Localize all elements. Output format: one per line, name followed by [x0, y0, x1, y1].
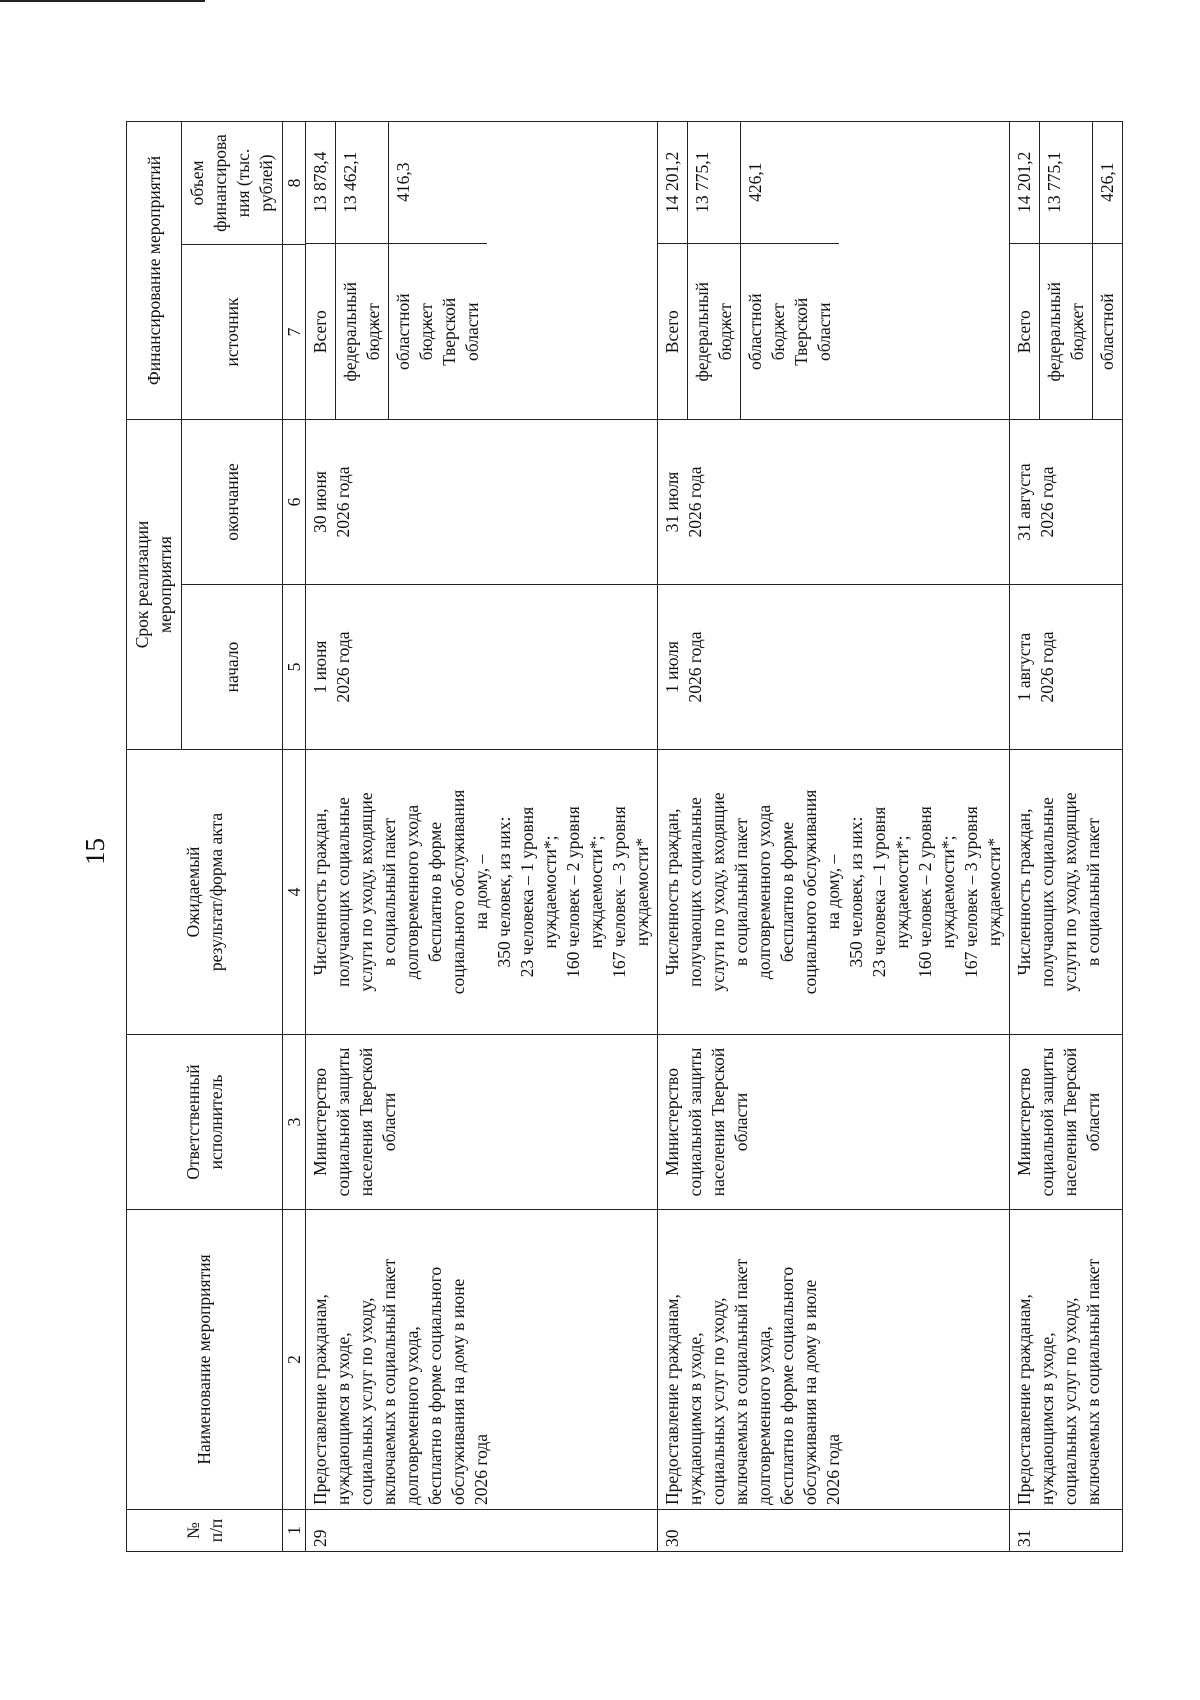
row-number: 31 — [1010, 1510, 1123, 1552]
col-number: 6 — [283, 419, 306, 584]
financing-source: областной бюджет Тверской области — [389, 244, 488, 419]
financing-amount: 13 775,1 — [688, 121, 741, 244]
financing-amount: 13 878,4 — [306, 121, 336, 244]
start-date: 1 июля 2026 года — [658, 585, 1010, 750]
financing-row — [688, 121, 741, 419]
start-date: 1 июня 2026 года — [306, 585, 658, 750]
table-row — [306, 121, 658, 1551]
col-number: 1 — [283, 1510, 306, 1552]
expected-result: Численность граждан, получающих социальные услуги по уходу, входящие в социальный пакет долговременного ухода бесплатно в форме социального обслуживания на дому, – 350 человек, из них: 23 человека – 1 уровня нуждаемости*; 160 человек – 2 уровня нуждаемости*; 167 человек – 3 уровня нуждаемости* — [306, 750, 658, 1035]
responsible-executor: Министерство социальной защиты населения Тверской области — [1010, 1035, 1123, 1210]
financing-cell — [1010, 121, 1123, 419]
financing-amount: 14 201,2 — [658, 121, 688, 244]
financing-row — [336, 121, 389, 419]
financing-source: Всего — [306, 244, 336, 419]
financing-source: Всего — [658, 244, 688, 419]
financing-amount: 416,3 — [393, 162, 413, 202]
financing-table — [658, 121, 839, 419]
header-volume: объем финансирова ния (тыс. рублей) — [182, 121, 283, 244]
financing-row — [306, 121, 336, 419]
expected-result: Численность граждан, получающих социальные услуги по уходу, входящие в социальный пакет долговременного ухода бесплатно в форме социального обслуживания на дому, – 350 человек, из них: 23 человека – 1 уровня нуждаемости*; 160 человек – 2 уровня нуждаемости*; 167 человек – 3 уровня нуждаемости* — [658, 750, 1010, 1035]
header-executor: Ответственный исполнитель — [127, 1035, 283, 1210]
col-number: 4 — [283, 750, 306, 1035]
table-row — [1010, 121, 1123, 1551]
financing-row — [389, 121, 488, 419]
column-number-row — [283, 121, 306, 1551]
end-date: 31 августа 2026 года — [1010, 419, 1123, 584]
col-number: 7 — [283, 244, 306, 419]
header-financing: Финансирование мероприятий — [127, 121, 182, 419]
top-rule — [0, 0, 205, 2]
col-number: 2 — [283, 1210, 306, 1510]
financing-row — [1040, 121, 1093, 419]
financing-source: Всего — [1010, 244, 1040, 419]
col-number: 8 — [283, 121, 306, 244]
financing-row — [741, 121, 840, 419]
page-number: 15 — [80, 838, 110, 865]
col-number: 5 — [283, 585, 306, 750]
financing-row — [658, 121, 688, 419]
header-name: Наименование мероприятия — [127, 1210, 283, 1510]
financing-source: областной — [1093, 244, 1123, 419]
financing-amount: 14 201,2 — [1010, 121, 1040, 244]
header-period: Срок реализации мероприятия — [127, 419, 182, 749]
financing-amount: 13 462,1 — [336, 121, 389, 244]
activity-name: Предоставление гражданам, нуждающимся в уходе, социальных услуг по уходу, включаемых в социальный пакет долговременного ухода, бесплатно в форме социального обслуживания на дому в июне 2026 года — [306, 1210, 658, 1510]
financing-cell — [306, 121, 658, 419]
activity-name: Предоставление гражданам, нуждающимся в уходе, социальных услуг по уходу, включаемых в социальный пакет — [1010, 1210, 1123, 1510]
table-row — [658, 121, 1010, 1551]
financing-table — [1010, 121, 1122, 419]
header-result: Ожидаемый результат/форма акта — [127, 750, 283, 1035]
financing-amount: 426,1 — [745, 162, 765, 202]
header-num: № п/п — [127, 1510, 283, 1552]
responsible-executor: Министерство социальной защиты населения Тверской области — [658, 1035, 1010, 1210]
financing-source: федеральный бюджет — [336, 244, 389, 419]
financing-source: федеральный бюджет — [688, 244, 741, 419]
header-source: источник — [182, 244, 283, 419]
row-number: 30 — [658, 1510, 1010, 1552]
expected-result: Численность граждан, получающих социальные услуги по уходу, входящие в социальный пакет — [1010, 750, 1123, 1035]
row-number: 29 — [306, 1510, 658, 1552]
financing-row — [1010, 121, 1040, 419]
financing-table — [306, 121, 487, 419]
header-row-1 — [127, 121, 182, 1551]
activity-name: Предоставление гражданам, нуждающимся в уходе, социальных услуг по уходу, включаемых в социальный пакет долговременного ухода, бесплатно в форме социального обслуживания на дому в июле 2026 года — [658, 1210, 1010, 1510]
activities-table — [126, 121, 1123, 1552]
col-number: 3 — [283, 1035, 306, 1210]
header-start: начало — [182, 585, 283, 750]
header-end: окончание — [182, 419, 283, 584]
financing-amount: 426,1 — [1097, 162, 1117, 202]
responsible-executor: Министерство социальной защиты населения Тверской области — [306, 1035, 658, 1210]
financing-source: федеральный бюджет — [1040, 244, 1093, 419]
rotated-table-container — [126, 122, 1117, 1552]
financing-row — [1093, 121, 1123, 419]
financing-cell — [658, 121, 1010, 419]
financing-source: областной бюджет Тверской области — [741, 244, 840, 419]
start-date: 1 августа 2026 года — [1010, 585, 1123, 750]
end-date: 30 июня 2026 года — [306, 419, 658, 584]
financing-amount: 13 775,1 — [1040, 121, 1093, 244]
end-date: 31 июля 2026 года — [658, 419, 1010, 584]
